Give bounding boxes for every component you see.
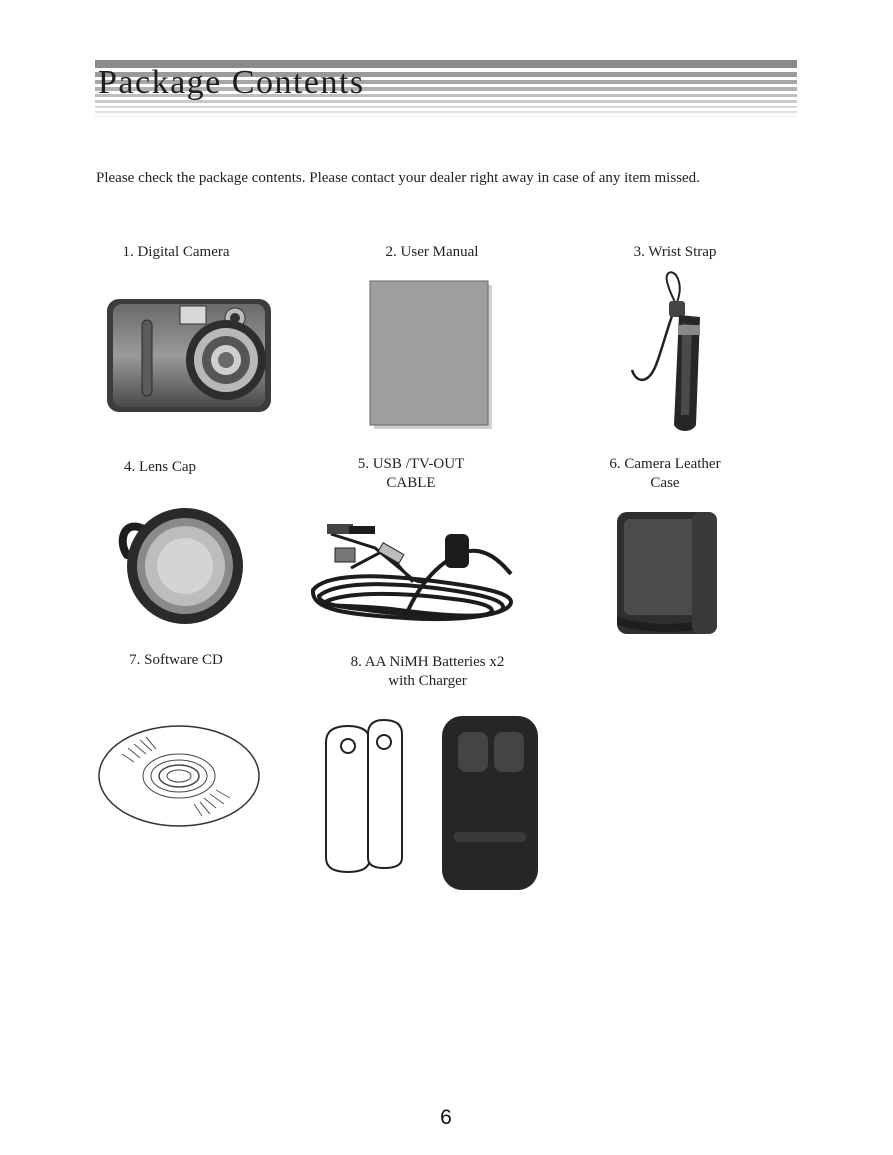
item-label-digital-camera: 1. Digital Camera <box>122 244 230 260</box>
camera-leather-case-icon <box>612 507 722 639</box>
intro-text: Please check the package contents. Please contact your dealer right away in case of any item missed. <box>96 170 700 186</box>
item-label-camera-leather-case: 6. Camera Leather Case <box>609 456 721 491</box>
header-banner <box>95 60 797 118</box>
usb-tv-out-cable-icon <box>305 512 517 630</box>
item-label-lens-cap: 4. Lens Cap <box>123 459 197 475</box>
item-label-usb-tv-out-cable: 5. USB /TV-OUT CABLE <box>357 456 465 491</box>
item-label-wrist-strap: 3. Wrist Strap <box>633 244 717 260</box>
page-title: Package Contents <box>98 64 365 101</box>
software-cd-icon <box>96 722 264 830</box>
user-manual-icon <box>366 279 496 431</box>
item-label-batteries-charger: 8. AA NiMH Batteries x2 with Charger <box>350 654 505 689</box>
digital-camera-icon <box>104 294 276 416</box>
item-label-software-cd: 7. Software CD <box>129 652 223 668</box>
batteries-and-charger-icon <box>318 712 546 894</box>
wrist-strap-icon <box>626 265 706 435</box>
lens-cap-icon <box>115 500 245 632</box>
item-label-user-manual: 2. User Manual <box>385 244 479 260</box>
page-number: 6 <box>440 1106 452 1129</box>
